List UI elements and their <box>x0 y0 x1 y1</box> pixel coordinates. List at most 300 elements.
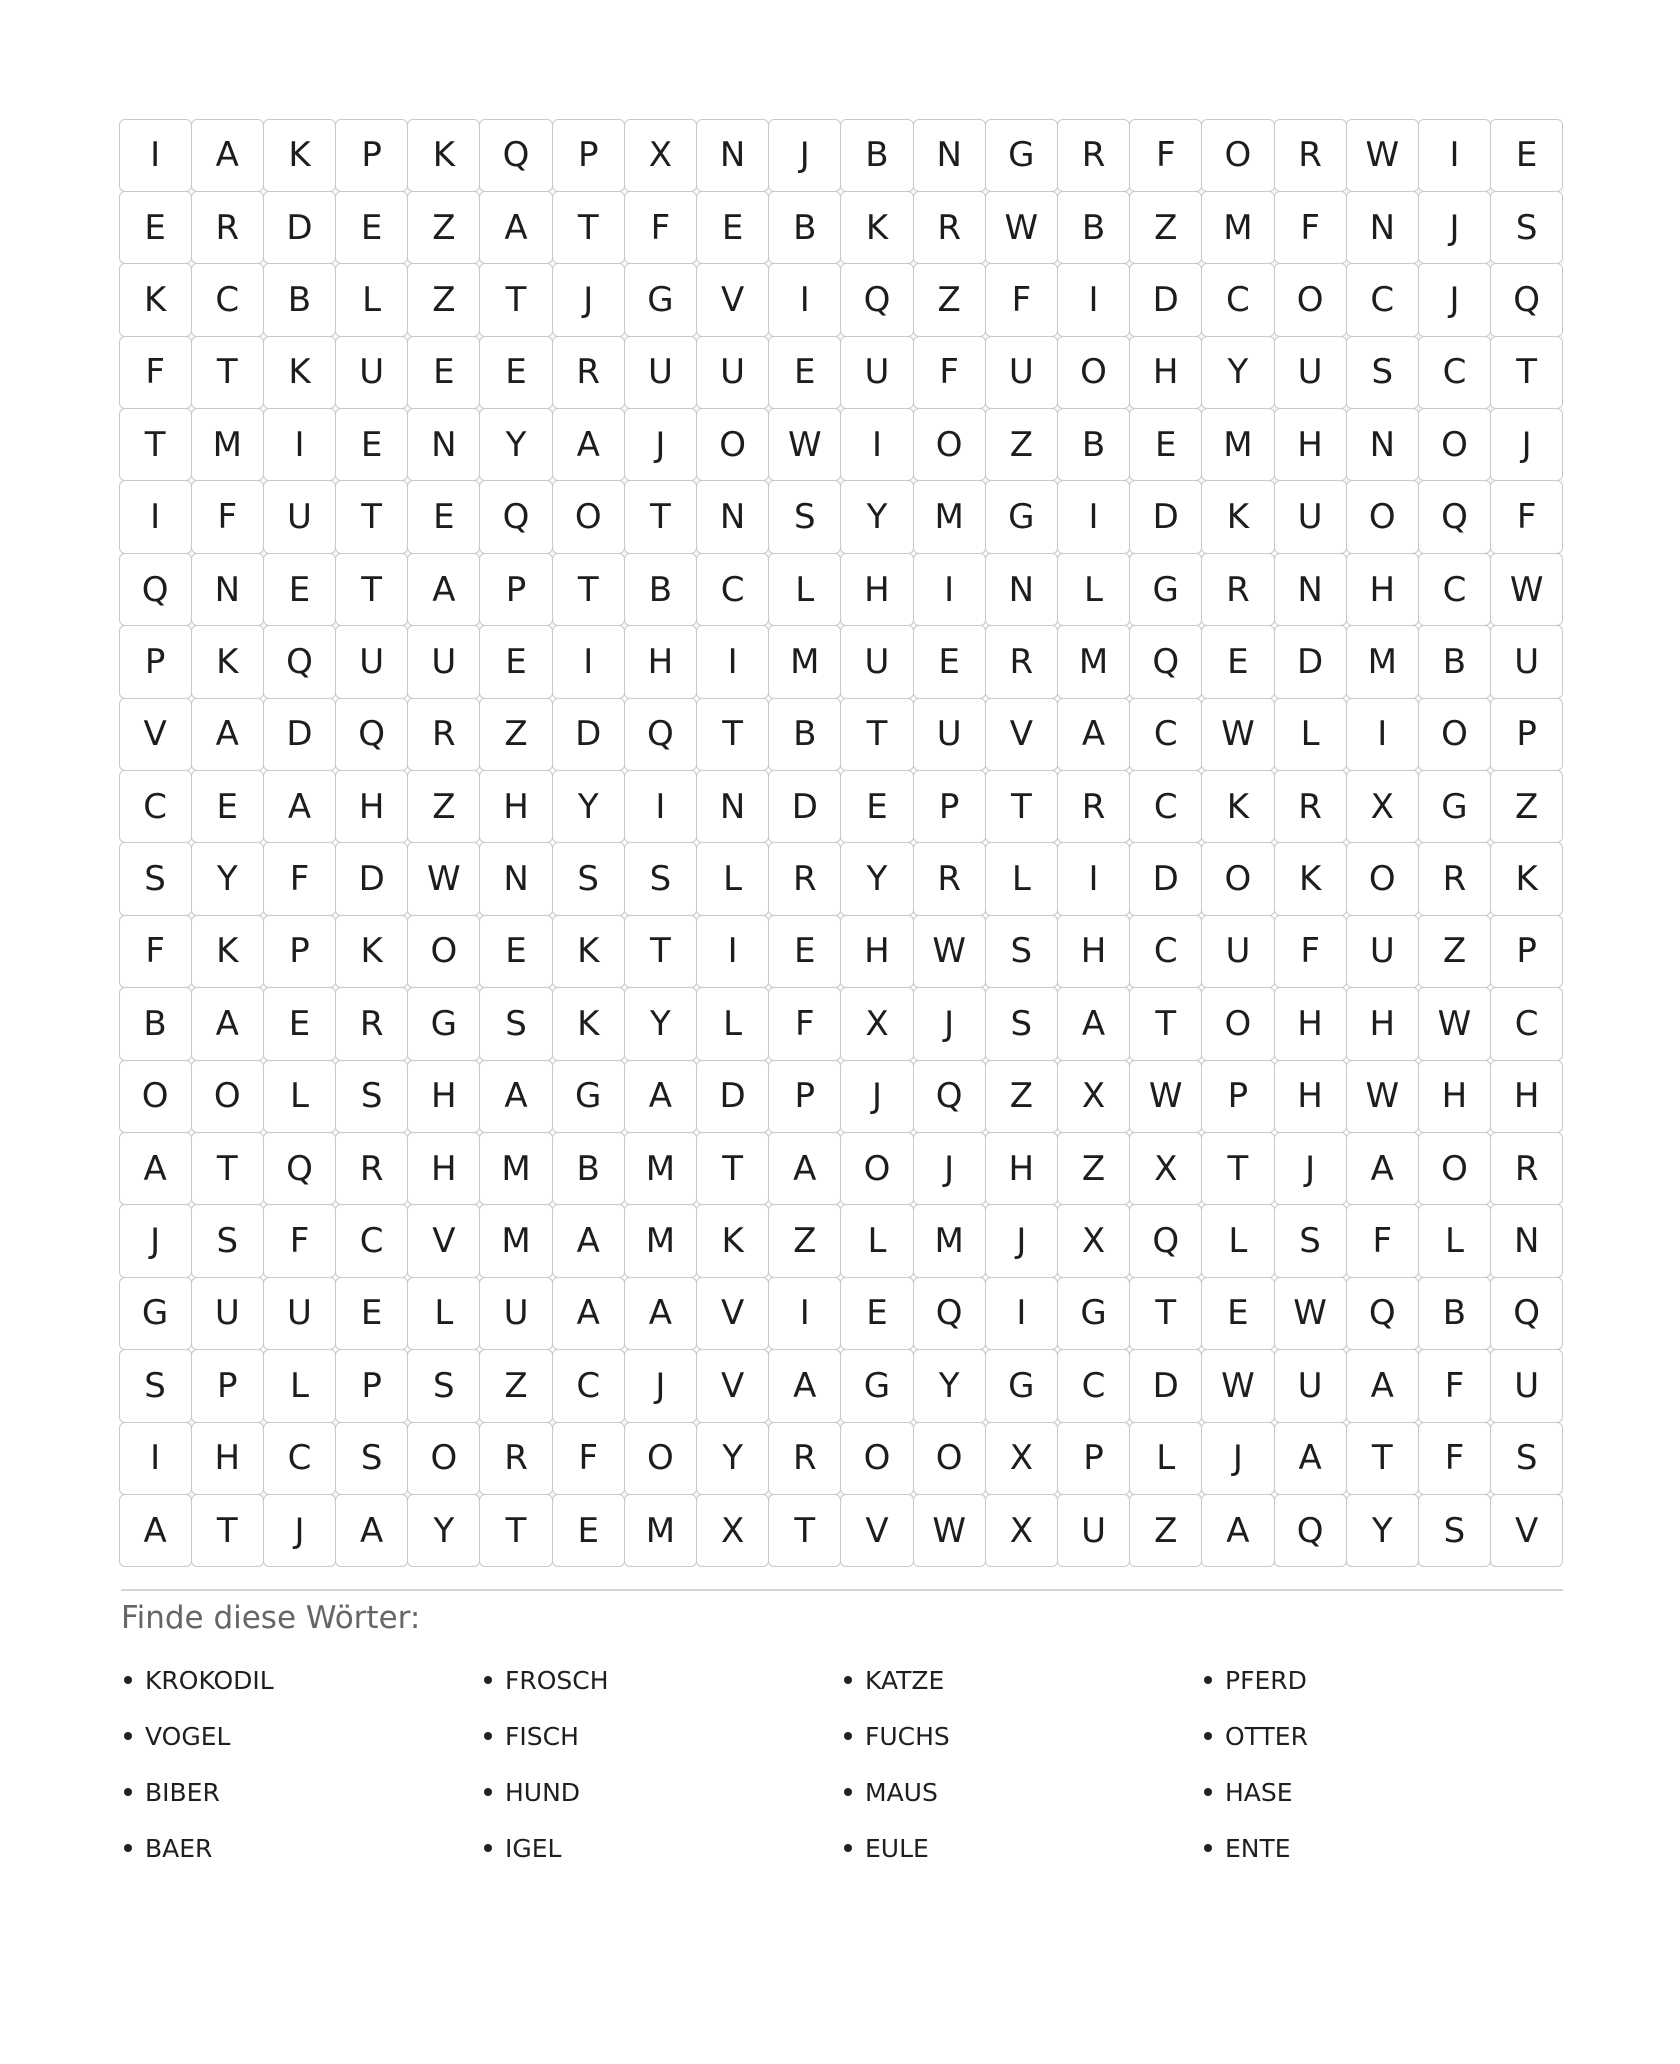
grid-cell: O <box>1418 698 1491 771</box>
grid-cell: I <box>696 915 769 988</box>
grid-cell: P <box>1490 698 1563 771</box>
grid-cell: Y <box>696 1422 769 1495</box>
grid-cell: T <box>552 553 625 626</box>
grid-cell: Z <box>1129 191 1202 264</box>
grid-cell: E <box>552 1494 625 1567</box>
grid-cell: J <box>913 1132 986 1205</box>
grid-cell: U <box>913 698 986 771</box>
grid-cell: O <box>1418 1132 1491 1205</box>
grid-cell: R <box>768 842 841 915</box>
word-item <box>124 1721 230 1751</box>
grid-cell: F <box>913 336 986 409</box>
grid-cell: S <box>1490 191 1563 264</box>
grid-cell: K <box>1201 480 1274 553</box>
grid-cell: T <box>119 408 192 481</box>
bullet-icon <box>844 1676 852 1684</box>
grid-cell: Y <box>1346 1494 1419 1567</box>
grid-cell: Q <box>1274 1494 1347 1567</box>
grid-cell: O <box>1201 842 1274 915</box>
grid-cell: V <box>840 1494 913 1567</box>
grid-cell: R <box>335 987 408 1060</box>
word-item <box>124 1665 274 1695</box>
grid-cell: Q <box>263 1132 336 1205</box>
grid-cell: D <box>335 842 408 915</box>
grid-cell: M <box>913 1204 986 1277</box>
grid-cell: P <box>1490 915 1563 988</box>
word-label: VOGEL <box>145 1721 231 1751</box>
bullet-icon <box>124 1732 132 1740</box>
word-item <box>844 1833 929 1863</box>
grid-cell: H <box>624 625 697 698</box>
bullet-icon <box>124 1788 132 1796</box>
grid-cell: B <box>119 987 192 1060</box>
grid-cell: I <box>768 1277 841 1350</box>
grid-cell: D <box>1129 263 1202 336</box>
grid-cell: S <box>191 1204 264 1277</box>
grid-cell: F <box>1418 1349 1491 1422</box>
word-label: FROSCH <box>505 1665 609 1695</box>
grid-cell: X <box>624 119 697 192</box>
grid-cell: K <box>407 119 480 192</box>
grid-cell: W <box>1129 1060 1202 1133</box>
grid-cell: R <box>1490 1132 1563 1205</box>
grid-cell: A <box>119 1132 192 1205</box>
grid-cell: P <box>479 553 552 626</box>
grid-cell: N <box>913 119 986 192</box>
grid-cell: A <box>1346 1132 1419 1205</box>
grid-cell: X <box>1057 1060 1130 1133</box>
grid-cell: J <box>552 263 625 336</box>
bullet-icon <box>124 1676 132 1684</box>
grid-cell: A <box>479 191 552 264</box>
grid-cell: I <box>913 553 986 626</box>
grid-cell: W <box>913 1494 986 1567</box>
grid-cell: F <box>263 1204 336 1277</box>
grid-cell: P <box>191 1349 264 1422</box>
grid-cell: J <box>1274 1132 1347 1205</box>
grid-cell: S <box>1346 336 1419 409</box>
grid-cell: A <box>1201 1494 1274 1567</box>
grid-cell: Y <box>407 1494 480 1567</box>
grid-cell: V <box>696 1277 769 1350</box>
grid-cell: S <box>985 987 1058 1060</box>
grid-cell: I <box>552 625 625 698</box>
grid-cell: Q <box>263 625 336 698</box>
grid-cell: A <box>263 770 336 843</box>
grid-cell: Y <box>1201 336 1274 409</box>
grid-cell: G <box>985 1349 1058 1422</box>
grid-cell: U <box>985 336 1058 409</box>
grid-cell: Q <box>119 553 192 626</box>
grid-cell: W <box>985 191 1058 264</box>
grid-cell: I <box>119 480 192 553</box>
grid-cell: G <box>407 987 480 1060</box>
grid-cell: P <box>335 119 408 192</box>
grid-cell: E <box>1201 1277 1274 1350</box>
grid-cell: F <box>1129 119 1202 192</box>
grid-cell: R <box>191 191 264 264</box>
word-label: BAER <box>145 1833 213 1863</box>
grid-cell: H <box>1418 1060 1491 1133</box>
grid-cell: Q <box>479 119 552 192</box>
grid-cell: E <box>1129 408 1202 481</box>
bullet-icon <box>844 1788 852 1796</box>
grid-cell: E <box>263 553 336 626</box>
grid-cell: K <box>840 191 913 264</box>
word-list-heading: Finde diese Wörter: <box>121 1600 421 1636</box>
grid-cell: T <box>1129 1277 1202 1350</box>
bullet-icon <box>1204 1676 1212 1684</box>
grid-cell: Q <box>1418 480 1491 553</box>
bullet-icon <box>1204 1732 1212 1740</box>
grid-cell: N <box>1274 553 1347 626</box>
grid-cell: F <box>624 191 697 264</box>
grid-cell: L <box>840 1204 913 1277</box>
grid-cell: J <box>119 1204 192 1277</box>
grid-cell: I <box>119 1422 192 1495</box>
grid-cell: Q <box>913 1060 986 1133</box>
grid-cell: C <box>552 1349 625 1422</box>
grid-cell: U <box>1274 1349 1347 1422</box>
grid-cell: E <box>335 408 408 481</box>
grid-cell: D <box>263 698 336 771</box>
grid-cell: H <box>407 1060 480 1133</box>
grid-cell: D <box>1129 480 1202 553</box>
bullet-icon <box>844 1732 852 1740</box>
grid-cell: I <box>263 408 336 481</box>
grid-cell: R <box>768 1422 841 1495</box>
grid-cell: M <box>1346 625 1419 698</box>
grid-cell: P <box>913 770 986 843</box>
grid-cell: E <box>696 191 769 264</box>
grid-cell: Z <box>407 770 480 843</box>
word-label: ENTE <box>1225 1833 1291 1863</box>
grid-cell: R <box>913 842 986 915</box>
grid-cell: T <box>191 1132 264 1205</box>
grid-cell: H <box>1129 336 1202 409</box>
grid-cell: O <box>624 1422 697 1495</box>
grid-cell: T <box>624 480 697 553</box>
grid-cell: Q <box>335 698 408 771</box>
grid-cell: E <box>263 987 336 1060</box>
grid-cell: C <box>119 770 192 843</box>
grid-cell: K <box>1201 770 1274 843</box>
grid-cell: B <box>840 119 913 192</box>
grid-cell: Z <box>985 1060 1058 1133</box>
word-item <box>124 1833 212 1863</box>
grid-cell: N <box>191 553 264 626</box>
grid-cell: T <box>696 1132 769 1205</box>
grid-cell: R <box>479 1422 552 1495</box>
grid-cell: U <box>1274 480 1347 553</box>
grid-cell: E <box>768 915 841 988</box>
grid-cell: U <box>479 1277 552 1350</box>
grid-cell: U <box>263 1277 336 1350</box>
grid-cell: F <box>552 1422 625 1495</box>
bullet-icon <box>1204 1788 1212 1796</box>
grid-cell: X <box>985 1494 1058 1567</box>
grid-cell: A <box>768 1132 841 1205</box>
grid-cell: L <box>1418 1204 1491 1277</box>
grid-cell: R <box>985 625 1058 698</box>
grid-cell: L <box>407 1277 480 1350</box>
grid-cell: W <box>768 408 841 481</box>
grid-cell: X <box>1057 1204 1130 1277</box>
grid-cell: Z <box>985 408 1058 481</box>
grid-cell: E <box>119 191 192 264</box>
grid-cell: I <box>119 119 192 192</box>
grid-cell: G <box>985 480 1058 553</box>
grid-cell: F <box>985 263 1058 336</box>
grid-cell: D <box>263 191 336 264</box>
grid-cell: H <box>1274 987 1347 1060</box>
grid-cell: U <box>335 336 408 409</box>
grid-cell: A <box>407 553 480 626</box>
grid-cell: C <box>1418 336 1491 409</box>
grid-cell: C <box>696 553 769 626</box>
grid-cell: Y <box>191 842 264 915</box>
grid-cell: A <box>335 1494 408 1567</box>
grid-cell: V <box>696 1349 769 1422</box>
grid-cell: W <box>1490 553 1563 626</box>
grid-cell: L <box>335 263 408 336</box>
grid-cell: H <box>1346 987 1419 1060</box>
grid-cell: G <box>552 1060 625 1133</box>
grid-cell: S <box>119 842 192 915</box>
grid-cell: E <box>479 336 552 409</box>
grid-cell: O <box>1346 842 1419 915</box>
grid-cell: O <box>840 1132 913 1205</box>
grid-cell: E <box>407 480 480 553</box>
grid-cell: W <box>407 842 480 915</box>
grid-cell: K <box>552 987 625 1060</box>
grid-cell: K <box>263 119 336 192</box>
grid-cell: U <box>1201 915 1274 988</box>
grid-cell: K <box>1490 842 1563 915</box>
word-item <box>484 1665 609 1695</box>
grid-cell: M <box>624 1204 697 1277</box>
grid-cell: N <box>1346 408 1419 481</box>
grid-cell: B <box>1057 191 1130 264</box>
grid-cell: E <box>840 770 913 843</box>
grid-cell: Y <box>624 987 697 1060</box>
grid-cell: L <box>1129 1422 1202 1495</box>
grid-cell: C <box>1057 1349 1130 1422</box>
grid-cell: K <box>552 915 625 988</box>
grid-cell: P <box>552 119 625 192</box>
word-label: FUCHS <box>865 1721 950 1751</box>
grid-cell: W <box>1201 1349 1274 1422</box>
grid-cell: M <box>1201 408 1274 481</box>
grid-cell: O <box>1346 480 1419 553</box>
grid-cell: Q <box>1490 1277 1563 1350</box>
grid-cell: I <box>624 770 697 843</box>
grid-cell: Z <box>913 263 986 336</box>
grid-cell: F <box>768 987 841 1060</box>
grid-cell: H <box>407 1132 480 1205</box>
grid-cell: Q <box>1129 1204 1202 1277</box>
word-item <box>1204 1665 1307 1695</box>
grid-cell: Q <box>1129 625 1202 698</box>
grid-cell: B <box>552 1132 625 1205</box>
grid-cell: J <box>913 987 986 1060</box>
grid-cell: S <box>768 480 841 553</box>
grid-cell: S <box>335 1060 408 1133</box>
grid-cell: O <box>913 408 986 481</box>
grid-cell: F <box>119 336 192 409</box>
grid-cell: I <box>1057 263 1130 336</box>
grid-cell: Q <box>479 480 552 553</box>
grid-cell: G <box>1057 1277 1130 1350</box>
grid-cell: F <box>1346 1204 1419 1277</box>
grid-cell: K <box>191 915 264 988</box>
grid-cell: T <box>191 336 264 409</box>
grid-cell: R <box>1201 553 1274 626</box>
grid-cell: Z <box>479 698 552 771</box>
grid-cell: S <box>479 987 552 1060</box>
grid-cell: S <box>1490 1422 1563 1495</box>
grid-cell: H <box>191 1422 264 1495</box>
grid-cell: N <box>696 770 769 843</box>
grid-cell: T <box>335 553 408 626</box>
grid-cell: S <box>407 1349 480 1422</box>
grid-cell: Y <box>913 1349 986 1422</box>
grid-cell: Y <box>552 770 625 843</box>
grid-cell: Z <box>1490 770 1563 843</box>
grid-cell: Z <box>1418 915 1491 988</box>
grid-cell: P <box>768 1060 841 1133</box>
grid-cell: D <box>768 770 841 843</box>
grid-cell: I <box>985 1277 1058 1350</box>
grid-cell: O <box>1418 408 1491 481</box>
grid-cell: I <box>1057 842 1130 915</box>
grid-cell: L <box>985 842 1058 915</box>
grid-cell: U <box>191 1277 264 1350</box>
bullet-icon <box>844 1844 852 1852</box>
word-item <box>1204 1721 1308 1751</box>
grid-cell: O <box>407 1422 480 1495</box>
grid-cell: Z <box>768 1204 841 1277</box>
grid-cell: B <box>768 698 841 771</box>
grid-cell: N <box>479 842 552 915</box>
grid-cell: D <box>1129 1349 1202 1422</box>
grid-cell: F <box>1274 191 1347 264</box>
grid-cell: W <box>1418 987 1491 1060</box>
grid-cell: W <box>1346 119 1419 192</box>
grid-cell: M <box>624 1132 697 1205</box>
grid-cell: J <box>768 119 841 192</box>
grid-cell: E <box>1490 119 1563 192</box>
grid-cell: R <box>1274 119 1347 192</box>
grid-cell: N <box>1490 1204 1563 1277</box>
bullet-icon <box>1204 1844 1212 1852</box>
grid-cell: I <box>1418 119 1491 192</box>
grid-cell: M <box>1057 625 1130 698</box>
grid-cell: T <box>335 480 408 553</box>
grid-cell: R <box>913 191 986 264</box>
grid-cell: K <box>335 915 408 988</box>
grid-cell: B <box>1418 625 1491 698</box>
grid-cell: F <box>1490 480 1563 553</box>
grid-cell: L <box>1274 698 1347 771</box>
grid-cell: N <box>407 408 480 481</box>
grid-cell: U <box>624 336 697 409</box>
grid-cell: M <box>479 1204 552 1277</box>
grid-cell: G <box>840 1349 913 1422</box>
wordsearch-grid <box>119 119 1563 1567</box>
grid-cell: W <box>1274 1277 1347 1350</box>
grid-cell: N <box>696 119 769 192</box>
grid-cell: N <box>1346 191 1419 264</box>
grid-cell: E <box>1201 625 1274 698</box>
grid-cell: Z <box>1129 1494 1202 1567</box>
grid-cell: N <box>985 553 1058 626</box>
grid-cell: Z <box>1057 1132 1130 1205</box>
grid-cell: X <box>840 987 913 1060</box>
grid-cell: A <box>191 119 264 192</box>
grid-cell: A <box>624 1060 697 1133</box>
grid-cell: R <box>1274 770 1347 843</box>
grid-cell: D <box>552 698 625 771</box>
grid-cell: C <box>1490 987 1563 1060</box>
grid-cell: O <box>1274 263 1347 336</box>
grid-cell: J <box>1418 263 1491 336</box>
grid-cell: O <box>191 1060 264 1133</box>
grid-cell: Q <box>1346 1277 1419 1350</box>
grid-cell: K <box>696 1204 769 1277</box>
grid-cell: Q <box>840 263 913 336</box>
grid-cell: R <box>335 1132 408 1205</box>
grid-cell: T <box>191 1494 264 1567</box>
grid-cell: J <box>1201 1422 1274 1495</box>
grid-cell: G <box>624 263 697 336</box>
word-item <box>1204 1777 1293 1807</box>
grid-cell: U <box>840 625 913 698</box>
grid-cell: J <box>985 1204 1058 1277</box>
grid-cell: X <box>696 1494 769 1567</box>
grid-cell: A <box>768 1349 841 1422</box>
grid-cell: H <box>1490 1060 1563 1133</box>
grid-cell: D <box>1129 842 1202 915</box>
grid-cell: U <box>840 336 913 409</box>
grid-cell: H <box>479 770 552 843</box>
word-item <box>484 1777 580 1807</box>
grid-cell: O <box>552 480 625 553</box>
grid-cell: A <box>119 1494 192 1567</box>
word-item <box>844 1777 938 1807</box>
grid-cell: Q <box>624 698 697 771</box>
word-label: IGEL <box>505 1833 562 1863</box>
grid-cell: C <box>1346 263 1419 336</box>
grid-cell: Y <box>840 842 913 915</box>
grid-cell: T <box>840 698 913 771</box>
grid-cell: F <box>1274 915 1347 988</box>
grid-cell: R <box>407 698 480 771</box>
grid-cell: O <box>1201 119 1274 192</box>
grid-cell: T <box>1346 1422 1419 1495</box>
word-item <box>1204 1833 1291 1863</box>
grid-cell: T <box>696 698 769 771</box>
grid-cell: J <box>1490 408 1563 481</box>
grid-cell: N <box>696 480 769 553</box>
grid-cell: U <box>335 625 408 698</box>
grid-cell: D <box>1274 625 1347 698</box>
grid-cell: E <box>191 770 264 843</box>
grid-cell: P <box>335 1349 408 1422</box>
word-label: MAUS <box>865 1777 938 1807</box>
grid-cell: W <box>1346 1060 1419 1133</box>
grid-cell: L <box>263 1349 336 1422</box>
